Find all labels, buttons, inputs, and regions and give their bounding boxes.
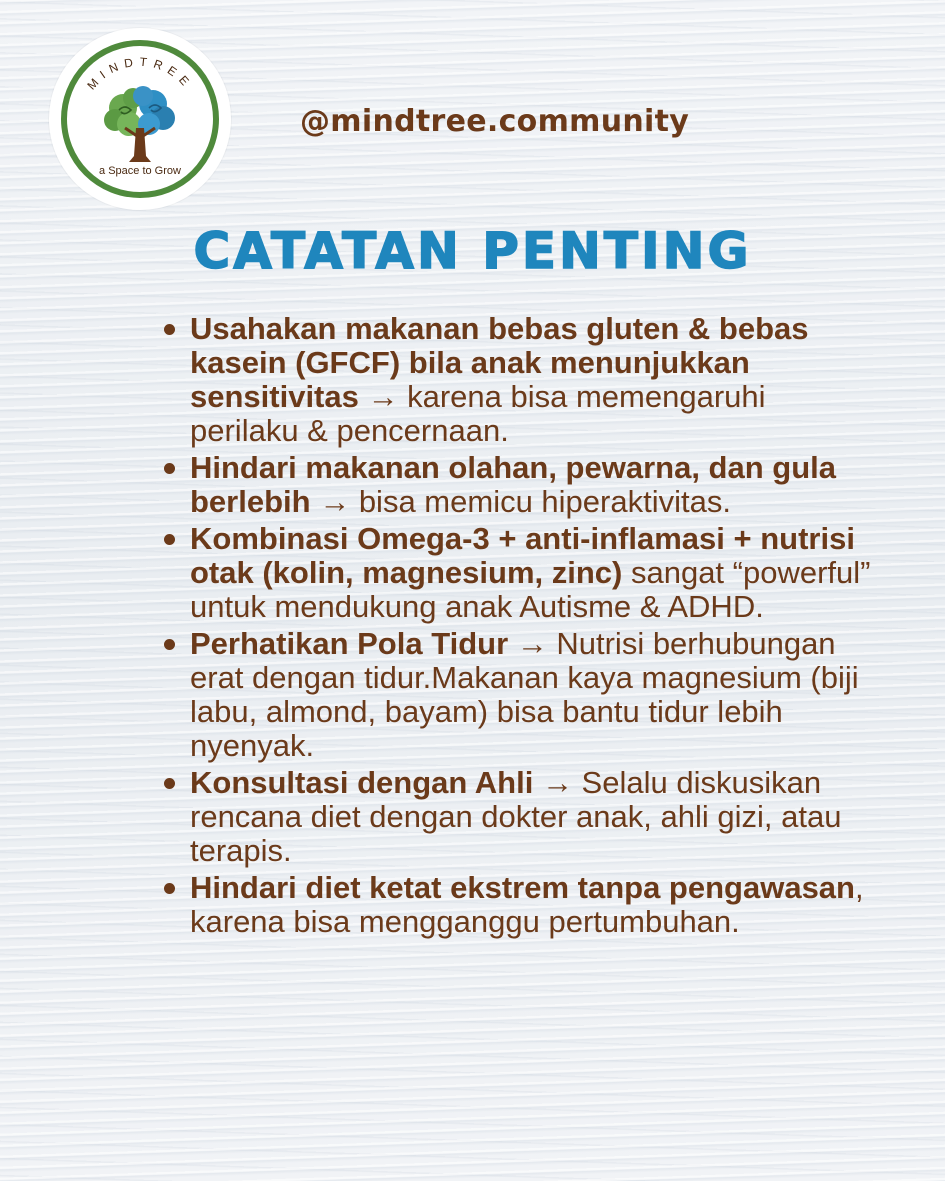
note-emphasis: Perhatikan Pola Tidur	[190, 626, 509, 661]
page-title: CATATAN PENTING	[193, 222, 752, 280]
list-item	[160, 871, 880, 939]
note-emphasis: Usahakan makanan bebas gluten & bebas kasein (GFCF) bila anak menunjukkan sensitivitas	[190, 311, 809, 414]
logo-emblem	[49, 28, 231, 210]
bullet-icon	[164, 883, 175, 894]
list-item	[160, 766, 880, 868]
mindtree-logo	[49, 28, 231, 210]
note-text: → Nutrisi berhubungan erat dengan tidur.Makanan kaya magnesium (biji labu, almond, bayam) bisa bantu tidur lebih nyenyak.	[190, 626, 859, 763]
notes-list	[160, 312, 880, 942]
bullet-icon	[164, 534, 175, 545]
list-item	[160, 522, 880, 624]
note-text: → bisa memicu hiperaktivitas.	[310, 484, 731, 519]
logo-tagline: a Space to Grow	[99, 165, 181, 177]
bullet-icon	[164, 324, 175, 335]
note-emphasis: Konsultasi dengan Ahli	[190, 765, 534, 800]
note-text: → Selalu diskusikan rencana diet dengan dokter anak, ahli gizi, atau terapis.	[190, 765, 842, 868]
note-emphasis: Hindari diet ketat ekstrem tanpa pengawasan	[190, 870, 855, 905]
list-item	[160, 627, 880, 763]
note-emphasis: Hindari makanan olahan, pewarna, dan gula berlebih	[190, 450, 836, 519]
bullet-icon	[164, 639, 175, 650]
social-handle: @mindtree.community	[300, 104, 690, 139]
list-item	[160, 312, 880, 448]
note-emphasis: Kombinasi Omega-3 + anti-inflamasi + nutrisi otak (kolin, magnesium, zinc)	[190, 521, 855, 590]
note-text: , karena bisa mengganggu pertumbuhan.	[190, 870, 864, 939]
note-text: → karena bisa memengaruhi perilaku & pencernaan.	[190, 379, 766, 448]
tree-icon	[104, 86, 175, 162]
bullet-icon	[164, 463, 175, 474]
bullet-icon	[164, 778, 175, 789]
logo-top-text: MINDTREE	[84, 54, 196, 93]
list-item	[160, 451, 880, 519]
note-text: sangat “powerful” untuk mendukung anak Autisme & ADHD.	[190, 555, 871, 624]
